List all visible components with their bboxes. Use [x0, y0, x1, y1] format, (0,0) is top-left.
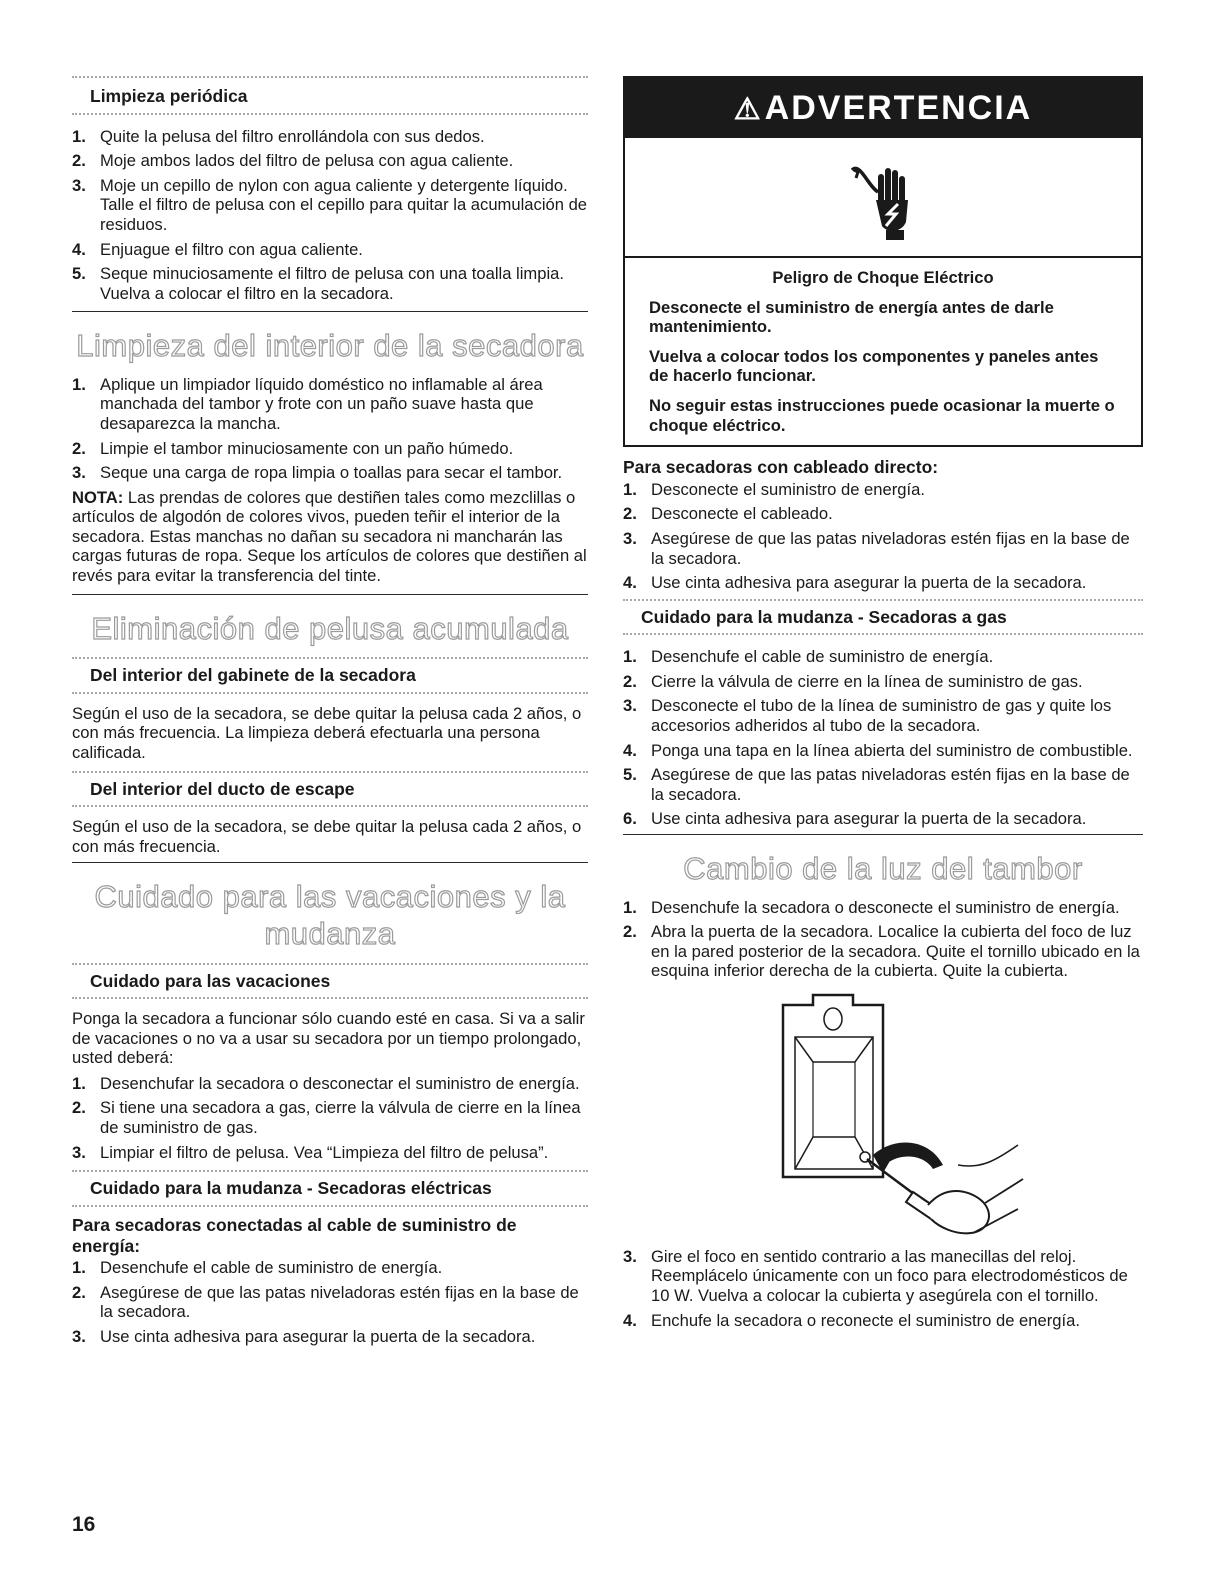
periodic-clean-steps	[72, 127, 588, 304]
drum-light-steps-a	[623, 898, 1143, 981]
list-item: 2. Cierre la válvula de cierre en la línea de suministro de gas.	[623, 671, 1083, 691]
list-item: 1. Desenchufar la secadora o desconectar el suministro de energía.	[72, 1073, 580, 1093]
list-item: 4. Ponga una tapa en la línea abierta del suministro de combustible.	[623, 740, 1133, 760]
duct-heading: Del interior del ducto de escape	[72, 771, 588, 808]
warning-triangle-icon: ⚠	[733, 93, 763, 126]
list-item: 3. Use cinta adhesiva para asegurar la puerta de la secadora.	[72, 1326, 536, 1346]
drum-light-steps-b	[623, 1247, 1143, 1330]
list-item: 2. Asegúrese de que las patas niveladoras estén fijas en la base de la secadora.	[72, 1282, 579, 1322]
warning-line: No seguir estas instrucciones puede ocasionar la muerte o choque eléctrico.	[649, 396, 1115, 435]
warning-box	[623, 76, 1143, 447]
list-item: 2. Moje ambos lados del filtro de pelusa con agua caliente.	[72, 151, 514, 171]
warning-line: Vuelva a colocar todos los componentes y paneles antes de hacerlo funcionar.	[649, 346, 1099, 386]
list-item: 2. Si tiene una secadora a gas, cierre la válvula de cierre en la línea de suministro de gas.	[72, 1098, 581, 1138]
warning-message	[625, 258, 1141, 445]
move-electric-heading: Cuidado para la mudanza - Secadoras eléctricas	[72, 1170, 588, 1207]
list-item: 3. Seque una carga de ropa limpia o toallas para secar el tambor.	[72, 463, 563, 483]
list-item: 3. Desconecte el tubo de la línea de suministro de gas y quite los accesorios adheridos al tubo de la secadora.	[623, 696, 1112, 736]
list-item: 3. Gire el foco en sentido contrario a las manecillas del reloj. Reemplácelo únicamente con un foco para electrodomésticos de 10 W. Vuelva a colocar la cubierta y asegúrela con el tornillo.	[623, 1246, 1128, 1305]
duct-text: Según el uso de la secadora, se debe quitar la pelusa cada 2 años, o con más frecuencia.	[72, 817, 582, 856]
shock-icon-area	[625, 138, 1141, 258]
list-item: 3. Asegúrese de que las patas niveladoras estén fijas en la base de la secadora.	[623, 528, 1130, 568]
vacation-text: Ponga la secadora a funcionar sólo cuando esté en casa. Si va a salir de vacaciones o no va a usar su secadora por un tiempo prolongado, usted deberá:	[72, 1009, 585, 1068]
cabinet-text: Según el uso de la secadora, se debe quitar la pelusa cada 2 años, o con más frecuencia. La limpieza deberá efectuarla una persona calificada.	[72, 703, 582, 762]
section-title-lint: Eliminación de pelusa acumulada	[91, 610, 569, 646]
vacation-steps	[72, 1074, 588, 1162]
note-paragraph: NOTA: Las prendas de colores que destiñen tales como mezclillas o artículos de algodón de colores vivos, pueden teñir el interior de la secadora. Estas manchas no dañan su secadora ni mancharán las cargas futuras de ropa. Seque los artículos de colores que destiñen al revés para evitar la transferencia del tinte.	[72, 487, 587, 586]
section-title-vacation: Cuidado para las vacaciones y la mudanza	[94, 879, 566, 951]
warning-banner: ⚠ADVERTENCIA	[625, 78, 1141, 138]
list-item: 1. Aplique un limpiador líquido doméstico no inflamable al área manchada del tambor y frote con un paño suave hasta que desaparezca la mancha.	[72, 374, 543, 433]
periodic-clean-heading: Limpieza periódica	[72, 76, 588, 115]
list-item: 3. Moje un cepillo de nylon con agua caliente y detergente líquido. Talle el filtro de pelusa con el cepillo para quitar la acumulación de residuos.	[72, 175, 588, 234]
list-item: 4. Enjuague el filtro con agua caliente.	[72, 239, 363, 259]
gas-move-heading: Cuidado para la mudanza - Secadoras a gas	[623, 599, 1143, 636]
electric-shock-icon	[848, 152, 918, 242]
list-item: 5. Asegúrese de que las patas niveladoras estén fijas en la base de la secadora.	[623, 765, 1130, 804]
cord-steps	[72, 1258, 588, 1346]
left-column	[72, 76, 588, 1351]
hazard-title: Peligro de Choque Eléctrico	[772, 268, 994, 288]
list-item: 4. Enchufe la secadora o reconecte el suministro de energía.	[623, 1310, 1080, 1330]
direct-wired-steps	[623, 480, 1143, 593]
page-number: 16	[72, 1513, 96, 1536]
light-cover-screwdriver-icon	[733, 987, 1033, 1237]
section-title-drum-light: Cambio de la luz del tambor	[683, 850, 1083, 886]
list-item: 5. Seque minuciosamente el filtro de pelusa con una toalla limpia. Vuelva a colocar el filtro en la secadora.	[72, 264, 564, 303]
list-item: 2. Limpie el tambor minuciosamente con un paño húmedo.	[72, 438, 514, 458]
direct-wired-heading: Para secadoras con cableado directo:	[623, 457, 939, 478]
list-item: 1. Desenchufe la secadora o desconecte el suministro de energía.	[623, 897, 1120, 917]
list-item: 1. Desenchufe el cable de suministro de energía.	[623, 647, 994, 667]
light-cover-illustration	[623, 987, 1143, 1237]
gas-move-steps	[623, 647, 1143, 829]
cabinet-heading: Del interior del gabinete de la secadora	[72, 657, 588, 694]
list-item: 4. Use cinta adhesiva para asegurar la puerta de la secadora.	[623, 573, 1087, 593]
list-item: 1. Desenchufe el cable de suministro de energía.	[72, 1258, 443, 1278]
section-title-interior: Limpieza del interior de la secadora	[76, 328, 584, 364]
list-item: 6. Use cinta adhesiva para asegurar la puerta de la secadora.	[623, 809, 1087, 829]
list-item: 3. Limpiar el filtro de pelusa. Vea “Limpieza del filtro de pelusa”.	[72, 1142, 549, 1162]
warning-line: Desconecte el suministro de energía antes de darle mantenimiento.	[649, 297, 1054, 337]
list-item: 2. Abra la puerta de la secadora. Localice la cubierta del foco de luz en la pared posterior de la secadora. Quite el tornillo ubicado en la esquina inferior derecha de la cubierta. Quite la cubierta.	[623, 922, 1140, 981]
vacation-heading: Cuidado para las vacaciones	[72, 963, 588, 1000]
cord-heading: Para secadoras conectadas al cable de suministro de energía:	[72, 1214, 517, 1256]
list-item: 1. Desconecte el suministro de energía.	[623, 479, 925, 499]
right-column	[623, 76, 1143, 1335]
list-item: 2. Desconecte el cableado.	[623, 504, 833, 524]
list-item: 1. Quite la pelusa del filtro enrollándola con sus dedos.	[72, 126, 485, 146]
interior-clean-steps	[72, 375, 588, 483]
